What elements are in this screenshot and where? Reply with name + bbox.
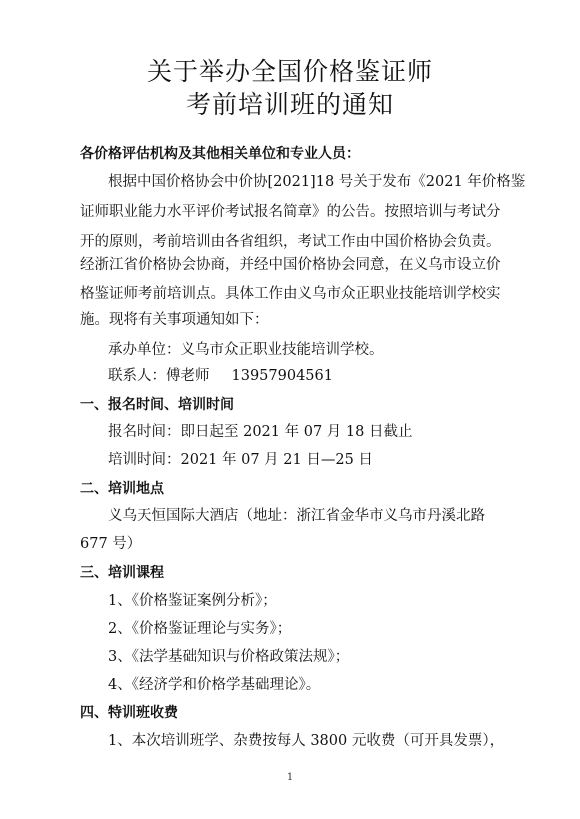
fee-item-1: 1、本次培训班学、杂费按每人 3800 元收费（可开具发票）， [108, 733, 505, 749]
venue-line-1: 义乌天恒国际大酒店（地址：浙江省金华市义乌市丹溪北路 [108, 508, 485, 524]
intro-line-6: 施。现将有关事项通知如下： [80, 312, 269, 328]
contact-line [108, 366, 333, 386]
venue-line-2: 677 号） [80, 536, 142, 552]
section-2-heading: 二、培训地点 [80, 481, 164, 497]
course-item-3: 3、《法学基础知识与价格政策法规》； [108, 649, 350, 665]
document-title-line-1: 关于举办全国价格鉴证师 [146, 57, 433, 86]
intro-line-1: 根据中国价格协会中价协[2021]18 号关于发布《2021 年价格鉴 [108, 174, 526, 190]
organizer: 承办单位：义乌市众正职业技能培训学校。 [108, 342, 384, 358]
section-1-heading: 一、报名时间、培训时间 [80, 397, 234, 413]
course-item-1: 1、《价格鉴证案例分析》； [108, 593, 277, 609]
intro-line-5: 格鉴证师考前培训点。具体工作由义乌市众正职业技能培训学校实 [80, 286, 501, 302]
contact-person: 联系人：傅老师 [108, 368, 210, 384]
course-item-4: 4、《经济学和价格学基础理论》。 [108, 677, 321, 693]
section-4-heading: 四、特训班收费 [80, 705, 178, 721]
intro-line-3: 开的原则，考前培训由各省组织，考试工作由中国价格协会负责。 [80, 234, 501, 250]
registration-time: 报名时间：即日起至 2021 年 07 月 18 日截止 [108, 424, 413, 440]
training-time: 培训时间：2021 年 07 月 21 日—25 日 [108, 452, 373, 468]
section-3-heading: 三、培训课程 [80, 565, 164, 581]
intro-line-4: 经浙江省价格协会协商，并经中国价格协会同意，在义乌市设立价 [80, 257, 501, 273]
course-item-2: 2、《价格鉴证理论与实务》； [108, 621, 292, 637]
contact-phone: 13957904561 [231, 368, 333, 384]
intro-line-2: 证师职业能力水平评价考试报名简章》的公告。按照培训与考试分 [80, 204, 501, 220]
document-title-line-2: 考前培训班的通知 [185, 90, 394, 119]
page-number: 1 [286, 772, 294, 783]
salutation: 各价格评估机构及其他相关单位和专业人员： [80, 146, 360, 162]
